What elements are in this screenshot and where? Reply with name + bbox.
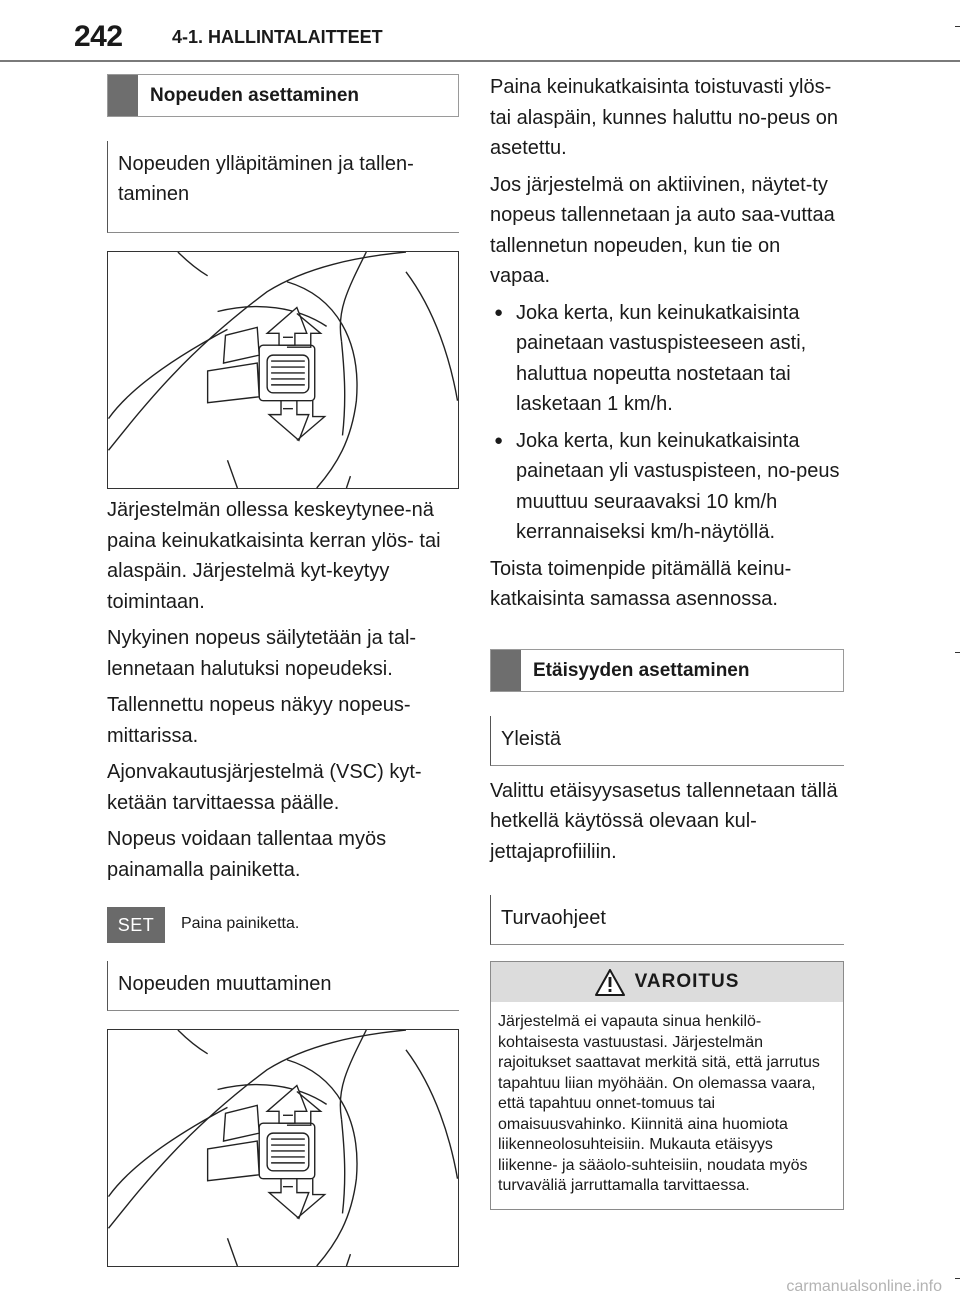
crop-mark bbox=[955, 652, 960, 653]
warning-title: VAROITUS bbox=[634, 971, 740, 992]
paragraph: Ajonvakautusjärjestelmä (VSC) kyt-ketään tarvittaessa päälle. bbox=[107, 761, 422, 814]
bullet-item: ● Joka kerta, kun keinukatkaisinta painetaan yli vastuspisteen, no-peus muuttuu seuraavaksi 10 km/h kerrannaiseksi km/h-näytöllä. bbox=[490, 426, 844, 548]
subhead-change-speed: Nopeuden muuttaminen bbox=[107, 961, 459, 1011]
watermark: carmanualsonline.info bbox=[786, 1278, 942, 1295]
subhead-safety: Turvaohjeet bbox=[490, 895, 844, 945]
paragraph: Järjestelmän ollessa keskeytynee-nä paina keinukatkaisinta kerran ylös- tai alaspäin. Järjestelmä kyt-keytyy toimintaan. bbox=[107, 499, 441, 613]
section-bar bbox=[108, 75, 138, 116]
paragraph: Tallennettu nopeus näkyy nopeus-mittarissa. bbox=[107, 694, 411, 747]
paragraph: Nopeus voidaan tallentaa myös painamalla painiketta. bbox=[107, 828, 387, 881]
warning-box bbox=[490, 961, 844, 1210]
paragraph: Nykyinen nopeus säilytetään ja tal-lennetaan halutuksi nopeudeksi. bbox=[107, 627, 417, 680]
crop-mark bbox=[955, 26, 960, 27]
left-column bbox=[107, 74, 459, 1267]
section-header-distance bbox=[490, 649, 844, 692]
steering-switch-illustration bbox=[107, 251, 459, 489]
set-button-icon: SET bbox=[107, 907, 165, 943]
section-header-speed bbox=[107, 74, 459, 117]
set-instruction-row bbox=[107, 907, 459, 943]
paragraph: Valittu etäisyysasetus tallennetaan tällä hetkellä käytössä olevaan kul-jettajaprofiiliin. bbox=[490, 779, 838, 863]
set-instruction: Paina painiketta. bbox=[181, 915, 300, 932]
bullet-item: ● Joka kerta, kun keinukatkaisinta painetaan vastuspisteeseen asti, haluttua nopeutta nostetaan tai lasketaan 1 km/h. bbox=[490, 298, 844, 420]
chapter-title: 4-1. HALLINTALAITTEET bbox=[172, 27, 383, 47]
crop-mark bbox=[955, 1278, 960, 1279]
header-rule bbox=[0, 60, 960, 62]
warning-text: Järjestelmä ei vapauta sinua henkilö-kohtaisesta vastuustasi. Järjestelmän rajoitukset saattavat merkitä sitä, että jarrutus tapahtuu liian myöhään. On olemassa vaara, että tapahtuu onnet-tomuus tai omaisuusvahinko. Kiinnitä aina huomiota liikenneolosuhteisiin. Mukauta etäisyys liikenne- ja sääolo-suhteisiin, noudata myös turvaväliä jarruttamalla tarvittaessa. bbox=[498, 1013, 820, 1194]
section-title: Nopeuden asettaminen bbox=[150, 85, 360, 106]
paragraph: Paina keinukatkaisinta toistuvasti ylös- tai alaspäin, kunnes haluttu no-peus on asetettu. bbox=[490, 76, 839, 159]
section-bar bbox=[491, 650, 521, 691]
paragraph: Jos järjestelmä on aktiivinen, näytet-ty nopeus tallennetaan ja auto saa-vuttaa tallennetun nopeuden, kun tie on vapaa. bbox=[490, 173, 835, 287]
subhead-maintain-speed: Nopeuden ylläpitäminen ja tallen-taminen bbox=[107, 141, 459, 233]
steering-switch-illustration-2 bbox=[107, 1029, 459, 1267]
paragraph: Toista toimenpide pitämällä keinu-katkaisinta samassa asennossa. bbox=[490, 557, 792, 610]
subhead-general: Yleistä bbox=[490, 716, 844, 766]
page-number: 242 bbox=[74, 20, 123, 53]
warning-triangle-icon bbox=[595, 969, 625, 996]
section-title: Etäisyyden asettaminen bbox=[533, 659, 750, 681]
right-column bbox=[490, 74, 844, 1210]
warning-header bbox=[491, 962, 843, 1002]
